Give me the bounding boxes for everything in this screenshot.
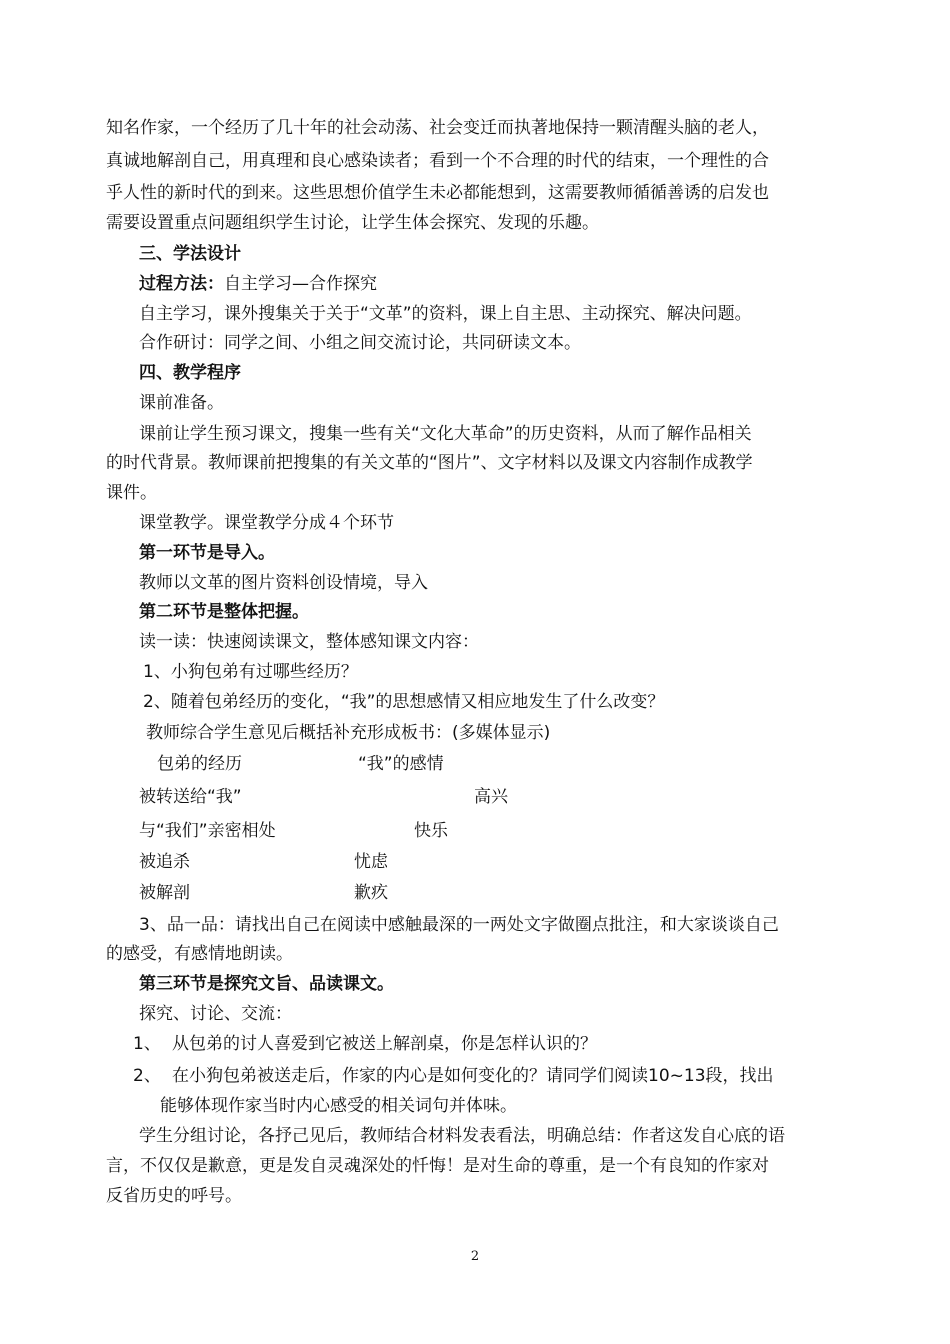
step2-title: 第二环节是整体把握。 [139,602,309,622]
table-header-event: 包弟的经历 [157,754,242,774]
question-1: 1、小狗包弟有过哪些经历？ [143,662,358,682]
question-3-line: 3、品一品：请找出自己在阅读中感触最深的一两处文字做圈点批注，和大家谈谈自己 [139,915,779,935]
read-line: 读一读：快速阅读课文，整体感知课文内容： [139,632,479,652]
conclusion-line: 反省历史的呼号。 [106,1186,242,1206]
section-heading-4: 四、教学程序 [139,363,241,383]
page-number: 2 [470,1249,480,1264]
prep-line: 课件。 [106,483,157,503]
paragraph-line: 真诚地解剖自己，用真理和良心感染读者；看到一个不合理的时代的结束，一个理性的合 [106,151,769,171]
table-row-feeling: 忧虑 [354,852,388,872]
step3-title: 第三环节是探究文旨、品读课文。 [139,974,394,994]
prep-line: 的时代背景。教师课前把搜集的有关文革的“图片”、文字材料以及课文内容制作成教学 [106,453,753,473]
explore-item-number: 1、 [133,1034,161,1054]
table-row-event: 与“我们”亲密相处 [139,821,276,841]
method-label: 过程方法： [139,274,224,294]
conclusion-line: 言，不仅仅是歉意，更是发自灵魂深处的忏悔！是对生命的尊重，是一个有良知的作家对 [106,1156,769,1176]
question-3-line: 的感受，有感情地朗读。 [106,944,293,964]
prep-line: 课前让学生预习课文，搜集一些有关“文化大革命”的历史资料，从而了解作品相关 [139,424,752,444]
conclusion-line: 学生分组讨论，各抒己见后，教师结合材料发表看法，明确总结：作者这发自心底的语 [139,1126,785,1146]
coop-line: 合作研讨：同学之间、小组之间交流讨论，共同研读文本。 [139,333,581,353]
paragraph-line: 乎人性的新时代的到来。这些思想价值学生未必都能想到，这需要教师循循善诱的启发也 [106,183,769,203]
table-row-feeling: 歉疚 [354,883,388,903]
table-row-feeling: 快乐 [414,821,448,841]
explore-item-number: 2、 [133,1066,161,1086]
question-2: 2、随着包弟经历的变化，“我”的思想感情又相应地发生了什么改变？ [143,692,665,712]
class-teaching-line: 课堂教学。课堂教学分成４个环节 [139,513,394,533]
step1-title: 第一环节是导入。 [139,543,275,563]
prep-title: 课前准备。 [139,393,224,413]
summary-line: 教师综合学生意见后概括补充形成板书：(多媒体显示) [146,723,551,743]
section-heading-3: 三、学法设计 [139,244,241,264]
explore-item-2-cont: 能够体现作家当时内心感受的相关词句并体味。 [160,1096,517,1116]
step1-text: 教师以文革的图片资料创设情境，导入 [139,573,428,593]
method-text: 自主学习—合作探究 [224,274,377,294]
self-study-line: 自主学习，课外搜集关于关于“文革”的资料，课上自主思、主动探究、解决问题。 [139,304,752,324]
paragraph-line: 知名作家，一个经历了几十年的社会动荡、社会变迁而执著地保持一颗清醒头脑的老人， [106,118,769,138]
explore-item-1: 从包弟的讨人喜爱到它被送上解剖桌，你是怎样认识的？ [172,1034,597,1054]
table-row-feeling: 高兴 [474,787,508,807]
method-line [139,274,377,294]
table-header-feeling: “我”的感情 [358,754,444,774]
explore-line: 探究、讨论、交流： [139,1004,292,1024]
paragraph-line: 需要设置重点问题组织学生讨论，让学生体会探究、发现的乐趣。 [106,213,599,233]
table-row-event: 被追杀 [139,852,190,872]
table-row-event: 被转送给“我” [139,787,242,807]
table-row-event: 被解剖 [139,883,190,903]
explore-item-2: 在小狗包弟被送走后，作家的内心是如何变化的？请同学们阅读10~13段，找出 [172,1066,774,1086]
